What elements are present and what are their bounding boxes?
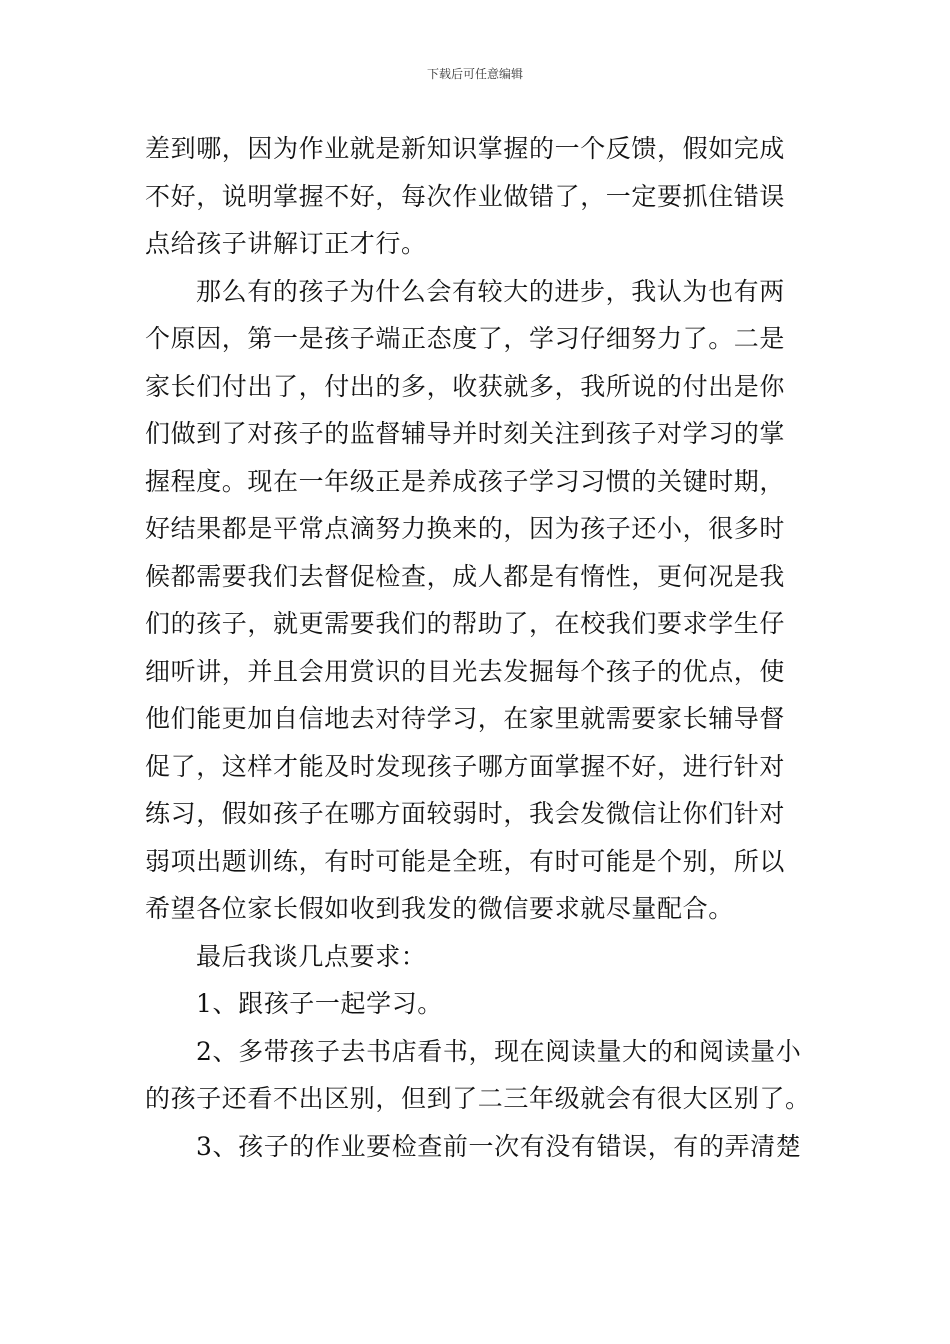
list-item-3: 3、孩子的作业要检查前一次有没有错误，有的弄清楚 [196, 1131, 802, 1161]
text-line: 希望各位家长假如收到我发的微信要求就尽量配合。 [145, 894, 734, 923]
list-item-2: 2、多带孩子去书店看书，现在阅读量大的和阅读量小 [196, 1036, 802, 1066]
text-line: 候都需要我们去督促检查，成人都是有惰性，更何况是我 [145, 561, 786, 591]
text-line: 不好，说明掌握不好，每次作业做错了，一定要抓住错误 [145, 181, 786, 211]
text-line: 好结果都是平常点滴努力换来的，因为孩子还小，很多时 [145, 514, 786, 543]
text-line: 家长们付出了，付出的多，收获就多，我所说的付出是你 [145, 371, 786, 401]
text-line: 们做到了对孩子的监督辅导并时刻关注到孩子对学习的掌 [145, 419, 786, 448]
text-line: 差到哪，因为作业就是新知识掌握的一个反馈，假如完成 [145, 134, 786, 163]
text-line: 们的孩子，就更需要我们的帮助了，在校我们要求学生仔 [145, 609, 786, 638]
list-item-1: 1、跟孩子一起学习。 [196, 989, 443, 1018]
text-line: 点给孩子讲解订正才行。 [145, 229, 427, 258]
page-header: 下载后可任意编辑 [426, 67, 523, 81]
text-line: 弱项出题训练，有时可能是全班，有时可能是个别，所以 [145, 846, 786, 876]
text-line: 练习，假如孩子在哪方面较弱时，我会发微信让你们针对 [145, 799, 786, 828]
text-line: 个原因，第一是孩子端正态度了，学习仔细努力了。二是 [145, 324, 786, 353]
text-line: 握程度。现在一年级正是养成孩子学习习惯的关键时期， [145, 466, 786, 496]
text-line: 他们能更加自信地去对待学习，在家里就需要家长辅导督 [145, 704, 786, 733]
paragraph-start-line: 最后我谈几点要求： [196, 941, 427, 971]
paragraph-start-line: 那么有的孩子为什么会有较大的进步，我认为也有两 [196, 276, 785, 306]
text-line: 细听讲，并且会用赏识的目光去发掘每个孩子的优点，使 [145, 656, 786, 686]
text-line: 的孩子还看不出区别，但到了二三年级就会有很大区别了。 [145, 1084, 811, 1113]
document-body [145, 125, 810, 1170]
text-line: 促了，这样才能及时发现孩子哪方面掌握不好，进行针对 [145, 751, 786, 781]
